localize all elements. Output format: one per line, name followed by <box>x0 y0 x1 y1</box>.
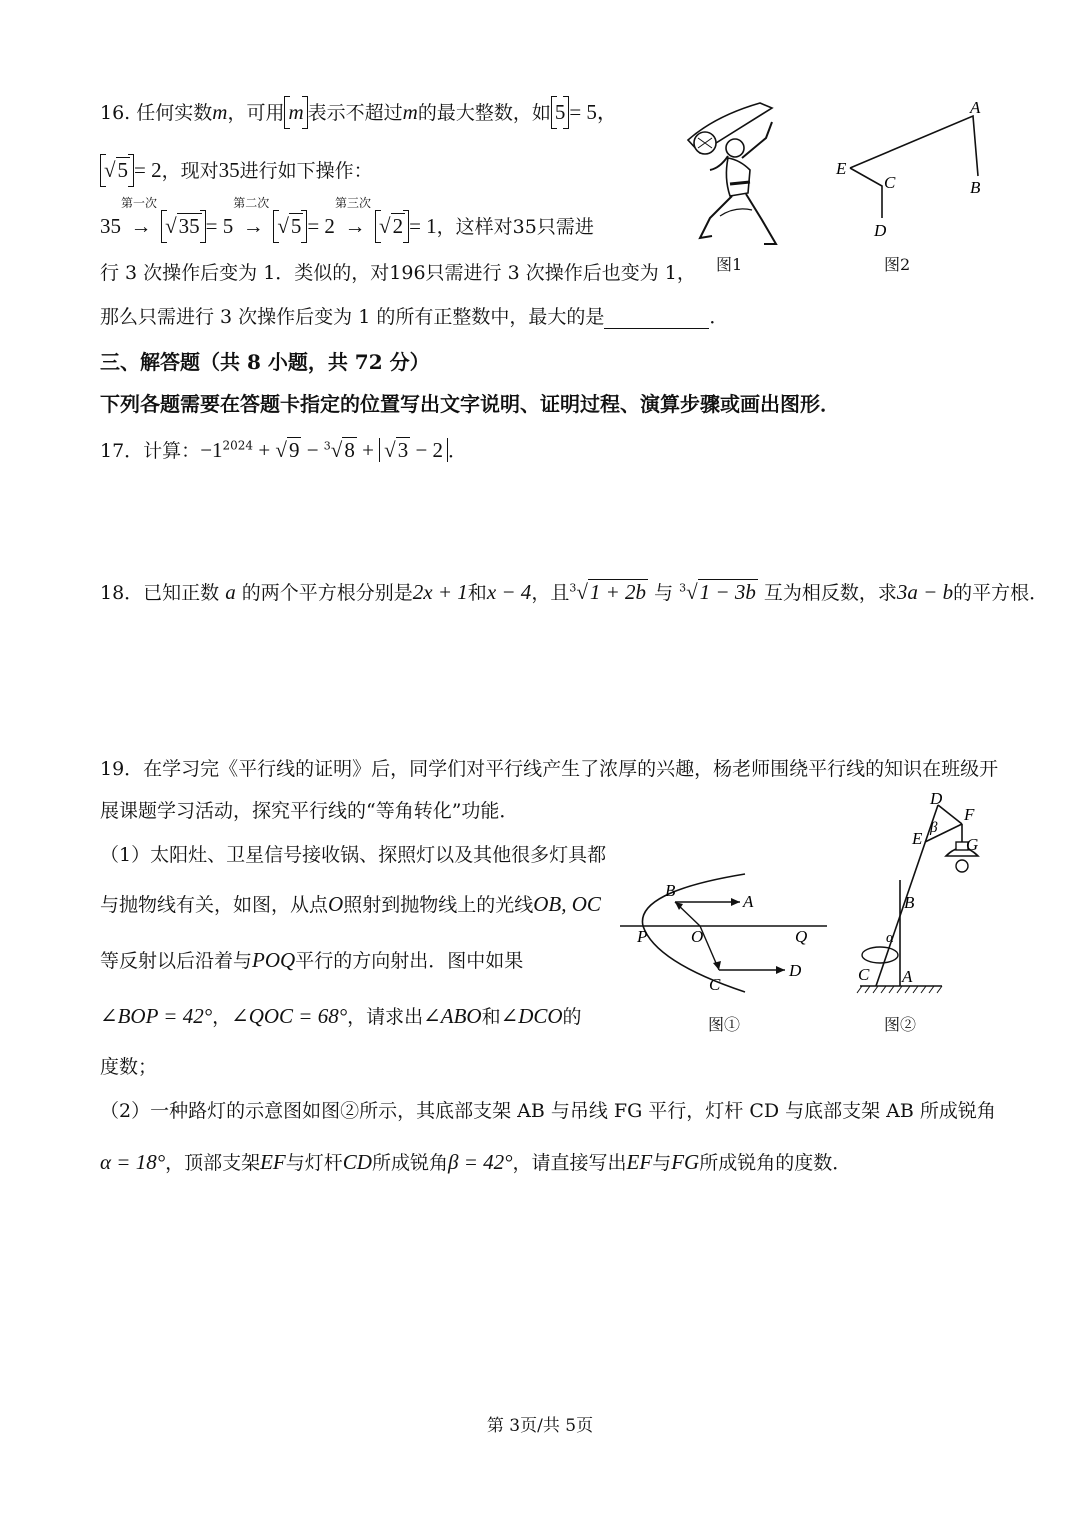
q19-p2-line1: （2）一种路灯的示意图如图②所示，其底部支架 AB 与吊线 FG 平行，灯杆 CD 与底部支架 AB 所成锐角 <box>100 1100 996 1122</box>
fig1-label-b: B <box>665 881 676 900</box>
fig2-label-g: G <box>966 835 979 854</box>
q19-fig2-caption: 图② <box>884 1015 917 1034</box>
q16-line5: 那么只需进行 3 次操作后变为 1 的所有正整数中，最大的是 ． <box>100 306 729 328</box>
q19-figure2 <box>850 790 990 1005</box>
q19-p1-line4: ∠BOP = 42°，∠QOC = 68°，请求出∠ABO和∠DCO的 <box>100 1004 582 1028</box>
q19-p1-line3: 等反射以后沿着与POQ平行的方向射出．图中如果 <box>100 948 524 972</box>
fig1-label-a: A <box>743 892 754 911</box>
q19-figure1 <box>615 862 835 1002</box>
q16-fig1-caption: 图1 <box>716 255 743 274</box>
q16-line2: √5 = 2，现对35进行如下操作： <box>100 158 373 183</box>
fig1-label-q: Q <box>795 927 808 946</box>
fig1-label-c: C <box>709 975 721 994</box>
fig2-label-d-q19: D <box>930 790 943 808</box>
q19-p1-line1: （1）太阳灶、卫星信号接收锅、探照灯以及其他很多灯具都 <box>100 844 607 866</box>
fig2-label-a-q19: A <box>902 967 913 986</box>
fig2-label-c-q19: C <box>858 965 870 984</box>
fig2-label-e-q19: E <box>912 829 923 848</box>
fig2-label-c: C <box>884 173 896 192</box>
q16-figure2 <box>830 98 990 243</box>
fig2-label-beta: β <box>930 820 938 836</box>
q19-p2-line2: α = 18°，顶部支架EF与灯杆CD所成锐角β = 42°，请直接写出EF与FG所成锐角的度数． <box>100 1150 852 1174</box>
q19-p1-line5: 度数； <box>100 1056 158 1078</box>
q16-line4: 行 3 次操作后变为 1．类似的，对196只需进行 3 次操作后也变为 1， <box>100 262 696 284</box>
section3-title: 三、解答题（共 8 小题，共 72 分） <box>100 350 430 374</box>
fig2-label-d: D <box>874 221 887 240</box>
q17: 17．计算：$-1^{2024} + √9 - ^3√8 + √3 - 2$ ． <box>100 438 468 462</box>
page-footer: 第 3页/共 5页 <box>486 1416 594 1436</box>
answer-blank[interactable] <box>604 310 709 329</box>
q16-line3: 35 第一次 → √35 = 5 第二次 → √5 = 2 第三次 → √2 = 1，这样对35只需进 <box>100 214 594 239</box>
fig1-label-o: O <box>691 927 704 946</box>
fig2-label-b: B <box>970 178 981 197</box>
q16-line1: 16. 任何实数m，可用 m 表示不超过m的最大整数，如 5 = 5， <box>100 100 618 125</box>
q19-line1: 19．在学习完《平行线的证明》后，同学们对平行线产生了浓厚的兴趣，杨老师围绕平行线的知识在班级开 <box>100 758 999 780</box>
q18: 18．已知正数 a 的两个平方根分别是2x + 1和x − 4，且$^3$√1 + 2b 与 $^3$√1 − 3b 互为相反数，求3a − b的平方根． <box>100 580 1049 604</box>
q16-fig2-caption: 图2 <box>884 255 911 274</box>
q19-line2: 展课题学习活动，探究平行线的“等角转化”功能． <box>100 800 519 822</box>
fig2-label-e: E <box>836 159 847 178</box>
dancer-figure <box>680 98 790 248</box>
fig1-label-p: P <box>637 927 648 946</box>
fig2-label-f: F <box>964 805 975 824</box>
section3-instruction: 下列各题需要在答题卡指定的位置写出文字说明、证明过程、演算步骤或画出图形． <box>100 392 840 416</box>
fig2-label-a: A <box>970 98 981 117</box>
fig1-label-d: D <box>789 961 802 980</box>
q19-fig1-caption: 图① <box>708 1015 741 1034</box>
fig2-label-b-q19: B <box>904 893 915 912</box>
fig2-label-alpha: α <box>886 930 894 946</box>
q19-p1-line2: 与抛物线有关，如图，从点O照射到抛物线上的光线OB, OC <box>100 892 601 916</box>
